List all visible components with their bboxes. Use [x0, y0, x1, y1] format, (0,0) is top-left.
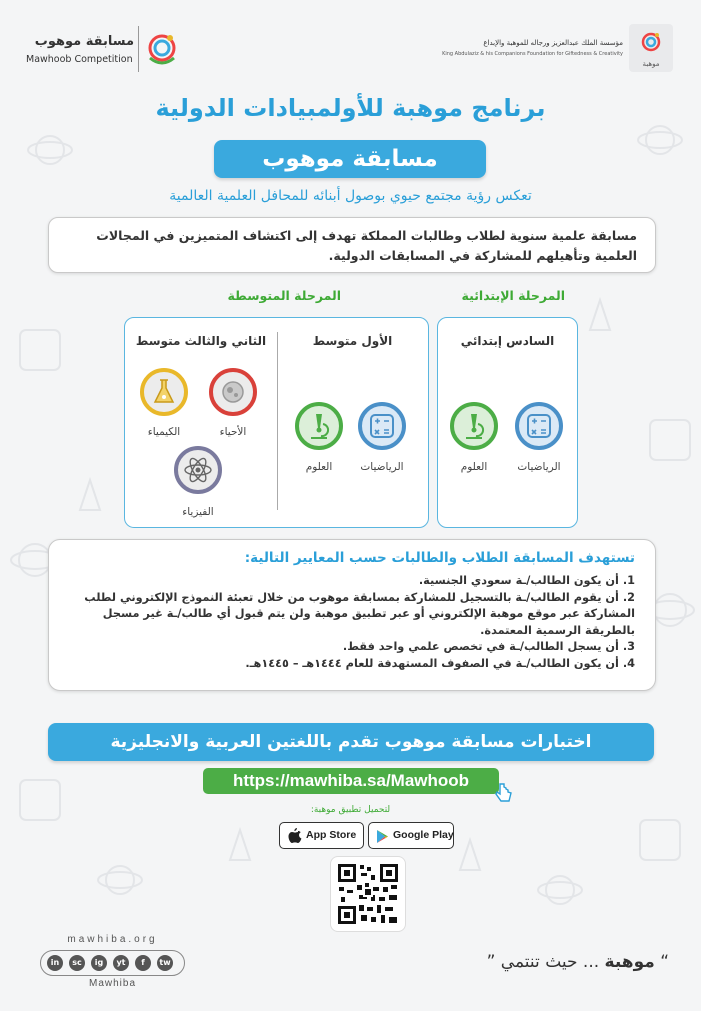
mawhiba-foundation-logo	[442, 20, 673, 75]
mawhoob-competition-logo	[20, 20, 180, 75]
google-play-label: Google Play	[393, 829, 454, 841]
pointer-hand-icon	[494, 782, 514, 804]
intermediate-stage-label: المرحلة المتوسطة	[227, 288, 341, 303]
criteria-box	[48, 539, 656, 691]
apple-icon	[288, 828, 302, 844]
chemistry-label: الكيمياء	[147, 426, 181, 438]
social-media-bar	[40, 950, 185, 976]
logo-divider	[138, 26, 139, 72]
slogan	[487, 952, 669, 972]
first-intermediate-title: الأول متوسط	[312, 334, 393, 348]
criteria-title: تستهدف المسابقة الطلاب والطالبات حسب المعايير التالية:	[244, 550, 635, 566]
slogan-brand: موهبة	[604, 952, 655, 972]
logo-title-ar: مسابقة موهوب	[34, 34, 134, 49]
app-store-button[interactable]	[279, 822, 364, 849]
subtitle: تعكس رؤية مجتمع حيوي بوصول أبنائه للمحافل العلمية العالمية	[169, 188, 532, 204]
snapchat-icon[interactable]: sc	[69, 955, 85, 971]
criteria-item: 2. أن يقوم الطالب/ـة بالتسجيل للمشاركة بمسابقة موهوب من خلال تعبئة النموذج الإلكتروني لطلب المشاركة عبر موقع موهبة الإلكتروني أو عبر تطبيق موهبة ولن يتم قبول أي طالب/ـة غير مسجل بالطريقة الرسمية المعتمدة.	[84, 590, 635, 637]
atom-icon	[174, 446, 222, 494]
mawhiba-logo-box	[629, 24, 673, 72]
cell-icon	[209, 368, 257, 416]
competition-name-badge: مسابقة موهوب	[214, 140, 486, 178]
logo-title-en: Mawhoob Competition	[26, 54, 133, 65]
math-label: الرياضيات	[360, 461, 404, 473]
description-box	[48, 217, 656, 273]
math-label: الرياضيات	[517, 461, 561, 473]
qr-code-image	[331, 857, 405, 931]
mawhiba-mark-icon	[639, 30, 663, 54]
math-icon	[515, 402, 563, 450]
website-label: mawhiba.org	[67, 934, 158, 945]
facebook-icon[interactable]: f	[135, 955, 151, 971]
math-icon	[358, 402, 406, 450]
criteria-list	[65, 573, 635, 673]
science-label: العلوم	[460, 461, 488, 473]
biology-label: الأحياء	[219, 426, 247, 438]
social-handle: Mawhiba	[88, 978, 137, 989]
logo-mark-icon	[144, 28, 180, 68]
primary-grade-title: السادس إبتدائي	[460, 334, 555, 348]
instagram-icon[interactable]: ig	[91, 955, 107, 971]
slogan-text: ... حيث تنتمي	[500, 952, 600, 972]
science-label: العلوم	[305, 461, 333, 473]
criteria-item: 1. أن يكون الطالب/ـة سعودي الجنسية.	[418, 574, 635, 587]
download-app-label: لتحميل تطبيق موهبة:	[310, 805, 391, 815]
linkedin-icon[interactable]: in	[47, 955, 63, 971]
slogan-quote-open: “	[660, 952, 669, 972]
physics-label: الفيزياء	[182, 506, 214, 518]
primary-stage-panel	[437, 317, 578, 528]
microscope-icon	[450, 402, 498, 450]
mawhiba-logo-label: موهبة	[642, 60, 660, 68]
youtube-icon[interactable]: yt	[113, 955, 129, 971]
microscope-icon	[295, 402, 343, 450]
flask-icon	[140, 368, 188, 416]
second-third-intermediate-title: الثاني والثالث متوسط	[135, 334, 267, 348]
intermediate-stage-panel	[124, 317, 429, 528]
foundation-name-ar: مؤسسة الملك عبدالعزيز ورجاله للموهبة والإبداع	[483, 39, 623, 47]
twitter-icon[interactable]: tw	[157, 955, 173, 971]
criteria-item: 3. أن يسجل الطالب/ـة في تخصص علمي واحد فقط.	[342, 640, 635, 654]
primary-stage-label: المرحلة الإبتدائية	[461, 288, 565, 303]
slogan-quote-close: ”	[486, 952, 496, 972]
foundation-name-en: King Abdulaziz & his Companions Foundation for Giftedness & Creativity	[442, 51, 623, 57]
description-text: مسابقة علمية سنوية لطلاب وطالبات المملكة تهدف إلى اكتشاف المتميزين في المجالات العلمية وتأهيلهم للمشاركة في المسابقات الدولية.	[96, 228, 637, 263]
registration-link[interactable]: https://mawhiba.sa/Mawhoob	[203, 768, 499, 794]
app-store-label: App Store	[306, 829, 357, 841]
page-title: برنامج موهبة للأولمبيادات الدولية	[155, 94, 546, 122]
google-play-icon	[376, 829, 390, 844]
google-play-button[interactable]	[368, 822, 454, 849]
languages-banner: اختبارات مسابقة موهوب تقدم باللغتين العربية والانجليزية	[48, 723, 654, 761]
column-divider	[277, 332, 278, 510]
criteria-item: 4. أن يكون الطالب/ـة في الصفوف المستهدفة للعام ١٤٤٤هـ – ١٤٤٥هـ.	[245, 656, 635, 670]
qr-code	[330, 856, 406, 932]
